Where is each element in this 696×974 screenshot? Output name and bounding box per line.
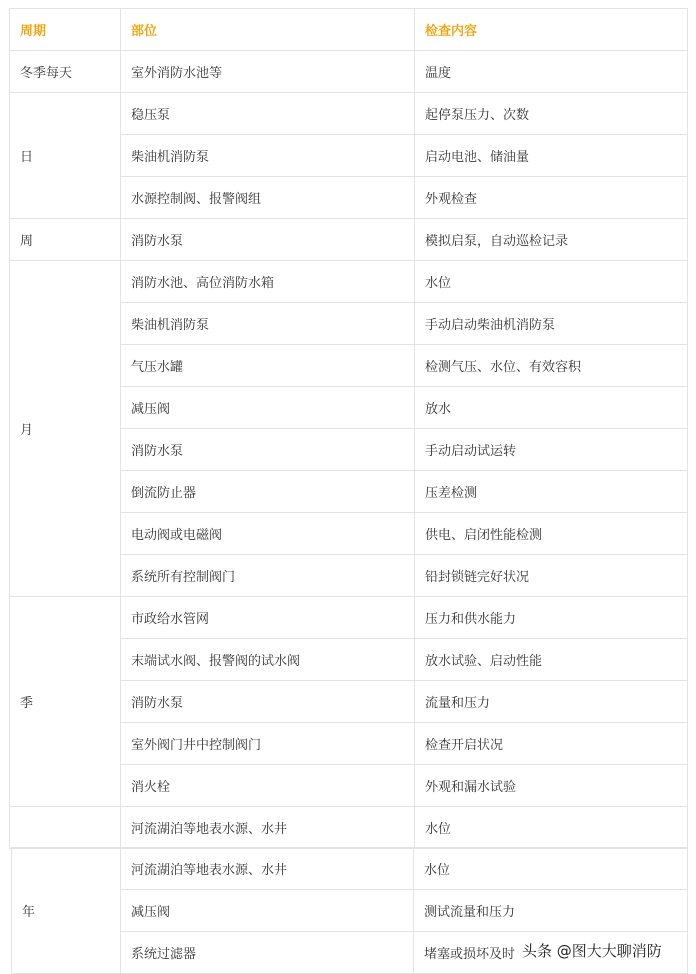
header-period: 周期	[10, 9, 121, 51]
inspection-table	[9, 8, 688, 849]
content-cell: 压差检测	[415, 471, 688, 513]
content-cell: 启动电池、储油量	[415, 135, 688, 177]
content-cell: 外观和漏水试验	[415, 765, 688, 807]
period-cell: 季	[10, 597, 121, 807]
part-cell: 柴油机消防泵	[121, 303, 415, 345]
part-cell: 柴油机消防泵	[121, 135, 415, 177]
period-cell: 日	[10, 93, 121, 219]
period-cell: 冬季每天	[10, 51, 121, 93]
content-cell: 铅封锁链完好状况	[415, 555, 688, 597]
table-row	[10, 261, 688, 303]
content-cell: 检查开启状况	[415, 723, 688, 765]
part-cell: 消防水泵	[121, 219, 415, 261]
table-body	[10, 51, 688, 849]
period-cell: 周	[10, 219, 121, 261]
table-row	[10, 219, 688, 261]
part-cell: 末端试水阀、报警阀的试水阀	[121, 639, 415, 681]
part-cell: 系统所有控制阀门	[121, 555, 415, 597]
content-cell: 温度	[415, 51, 688, 93]
content-cell: 起停泵压力、次数	[415, 93, 688, 135]
period-cell	[10, 807, 121, 849]
part-cell: 系统过滤器	[121, 932, 414, 974]
part-cell: 气压水罐	[121, 345, 415, 387]
table-row	[10, 597, 688, 639]
part-cell: 河流湖泊等地表水源、水井	[121, 807, 415, 849]
header-part: 部位	[121, 9, 415, 51]
part-cell: 减压阀	[121, 387, 415, 429]
content-cell: 供电、启闭性能检测	[415, 513, 688, 555]
content-cell: 放水试验、启动性能	[415, 639, 688, 681]
content-cell: 外观检查	[415, 177, 688, 219]
content-cell: 堵塞或损坏及时	[414, 932, 688, 974]
part-cell: 消防水泵	[121, 681, 415, 723]
part-cell: 河流湖泊等地表水源、水井	[121, 848, 414, 890]
table-row	[10, 93, 688, 135]
part-cell: 稳压泵	[121, 93, 415, 135]
part-cell: 室外阀门井中控制阀门	[121, 723, 415, 765]
table-row	[12, 848, 688, 890]
table-row	[10, 51, 688, 93]
header-content: 检查内容	[415, 9, 688, 51]
part-cell: 消防水泵	[121, 429, 415, 471]
part-cell: 消火栓	[121, 765, 415, 807]
content-cell: 水位	[415, 807, 688, 849]
period-cell: 月	[10, 261, 121, 597]
content-cell: 水位	[414, 848, 688, 890]
content-cell: 模拟启泵，自动巡检记录	[415, 219, 688, 261]
part-cell: 电动阀或电磁阀	[121, 513, 415, 555]
period-cell: 年	[12, 848, 121, 974]
part-cell: 水源控制阀、报警阀组	[121, 177, 415, 219]
part-cell: 室外消防水池等	[121, 51, 415, 93]
table-row	[10, 807, 688, 849]
content-cell: 水位	[415, 261, 688, 303]
content-cell: 测试流量和压力	[414, 890, 688, 932]
content-cell: 手动启动试运转	[415, 429, 688, 471]
content-cell: 放水	[415, 387, 688, 429]
part-cell: 倒流防止器	[121, 471, 415, 513]
part-cell: 消防水池、高位消防水箱	[121, 261, 415, 303]
content-cell: 压力和供水能力	[415, 597, 688, 639]
watermark: 头条 @图大大聊消防	[518, 938, 666, 963]
content-cell: 检测气压、水位、有效容积	[415, 345, 688, 387]
part-cell: 市政给水管网	[121, 597, 415, 639]
content-cell: 手动启动柴油机消防泵	[415, 303, 688, 345]
part-cell: 减压阀	[121, 890, 414, 932]
table-header-row	[10, 9, 688, 51]
content-cell: 流量和压力	[415, 681, 688, 723]
